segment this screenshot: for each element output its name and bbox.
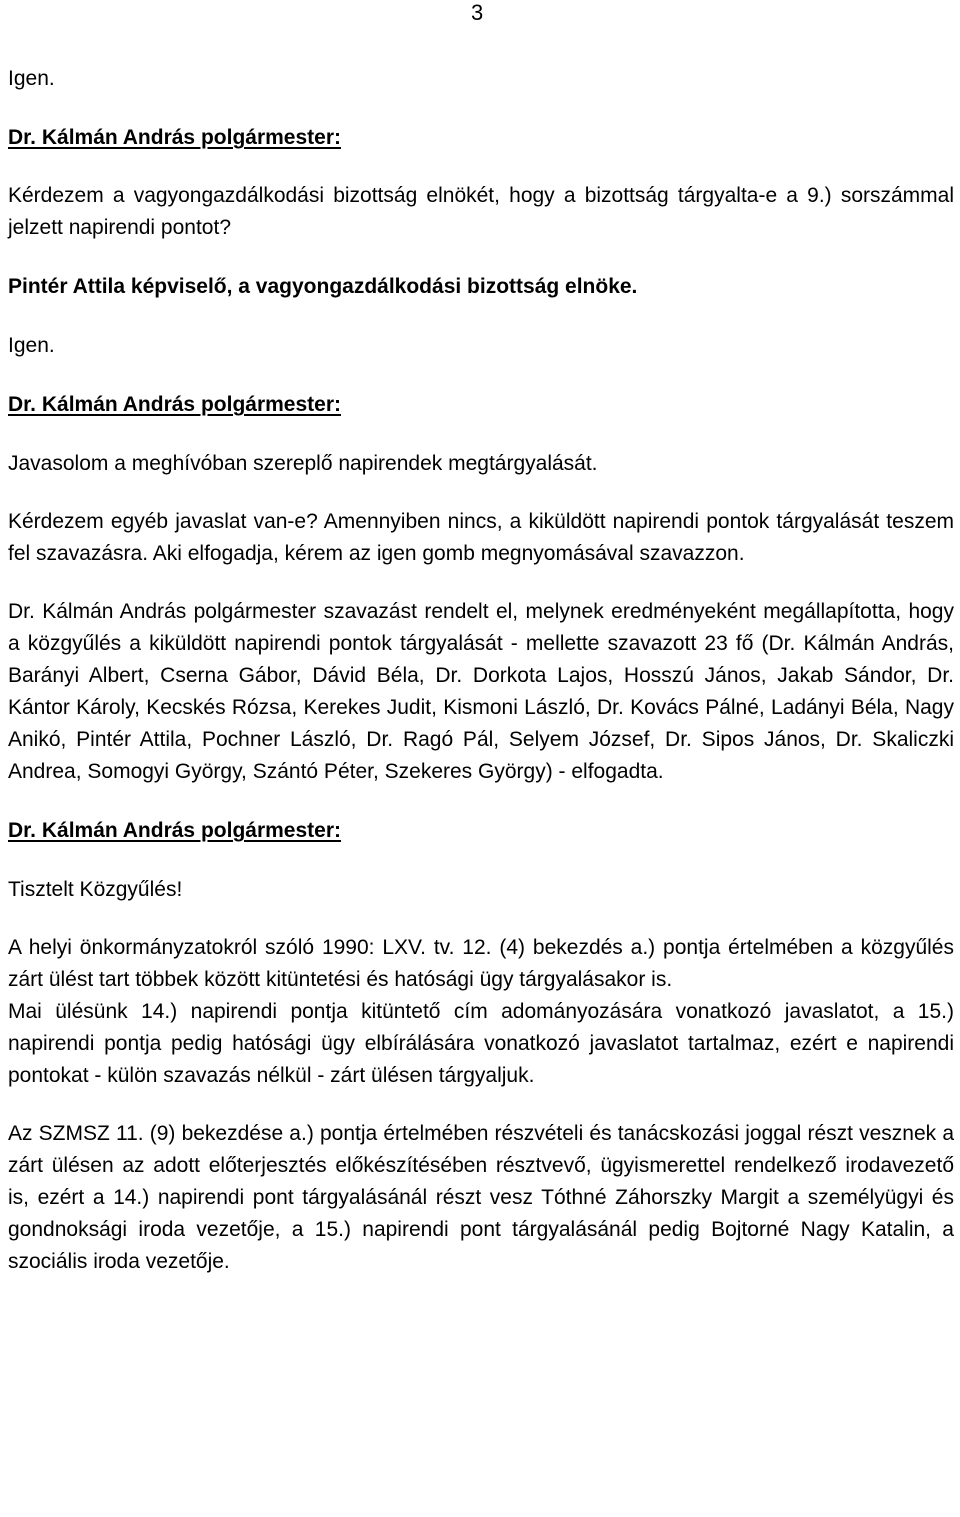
question-paragraph: Kérdezem a vagyongazdálkodási bizottság elnökét, hogy a bizottság tárgyalta-e a 9.) sorszámmal jelzett napirendi pontot?	[8, 184, 954, 239]
smsz-paragraph: Az SZMSZ 11. (9) bekezdése a.) pontja értelmében részvételi és tanácskozási joggal részt vesznek a zárt ülésen az adott előterjesztés előkészítésében résztvevő, ügyismerettel rendelkező irodavezető is, ezért a 14.) napirendi pont tárgyalásánál részt vesz Tóthné Záhorszky Margit a személyügyi és gondnoksági iroda vezetője, a 15.) napirendi pont tárgyalásánál pedig Bojtorné Nagy Katalin, a szociális iroda vezetője.	[8, 1122, 954, 1273]
speaker-heading: Dr. Kálmán András polgármester:	[8, 126, 341, 149]
address-text: Tisztelt Közgyűlés!	[8, 878, 183, 901]
document-body	[8, 62, 954, 1278]
agenda-paragraph: Mai ülésünk 14.) napirendi pontja kitüntető cím adományozására vonatkozó javaslatot, a 15.) napirendi pontja pedig hatósági ügy elbírálására vonatkozó javaslatot tartalmaz, ezért e napirendi pontokat - külön szavazás nélkül - zárt ülésen tárgyaljuk.	[8, 1000, 954, 1087]
answer-text: Igen.	[8, 67, 55, 90]
answer-text: Igen.	[8, 334, 55, 357]
proposal-paragraph: Javasolom a meghívóban szereplő napirendek megtárgyalását.	[8, 452, 598, 475]
speaker-heading: Dr. Kálmán András polgármester:	[8, 393, 341, 416]
vote-result-paragraph: Dr. Kálmán András polgármester szavazást rendelt el, melynek eredményeként megállapította, hogy a közgyűlés a kiküldött napirendi pontok tárgyalását - mellette szavazott 23 fő (Dr. Kálmán András, Barányi Albert, Cserna Gábor, Dávid Béla, Dr. Dorkota Lajos, Hosszú János, Jakab Sándor, Dr. Kántor Károly, Kecskés Rózsa, Kerekes Judit, Kismoni László, Dr. Kovács Pálné, Ladányi Béla, Nagy Anikó, Pintér Attila, Pochner László, Dr. Ragó Pál, Selyem József, Dr. Sipos János, Dr. Skaliczki Andrea, Somogyi György, Szántó Péter, Szekeres György) - elfogadta.	[8, 600, 954, 783]
vote-call-paragraph: Kérdezem egyéb javaslat van-e? Amennyiben nincs, a kiküldött napirendi pontok tárgyalását teszem fel szavazásra. Aki elfogadja, kérem az igen gomb megnyomásával szavazzon.	[8, 510, 954, 565]
page-number: 3	[471, 0, 484, 25]
speaker-heading-pinter: Pintér Attila képviselő, a vagyongazdálkodási bizottság elnöke.	[8, 275, 638, 298]
law-reference-paragraph: A helyi önkormányzatokról szóló 1990: LXV. tv. 12. (4) bekezdés a.) pontja értelmében a közgyűlés zárt ülést tart többek között kitüntetési és hatósági ügy tárgyalásakor is.	[8, 936, 954, 991]
speaker-heading: Dr. Kálmán András polgármester:	[8, 819, 341, 842]
